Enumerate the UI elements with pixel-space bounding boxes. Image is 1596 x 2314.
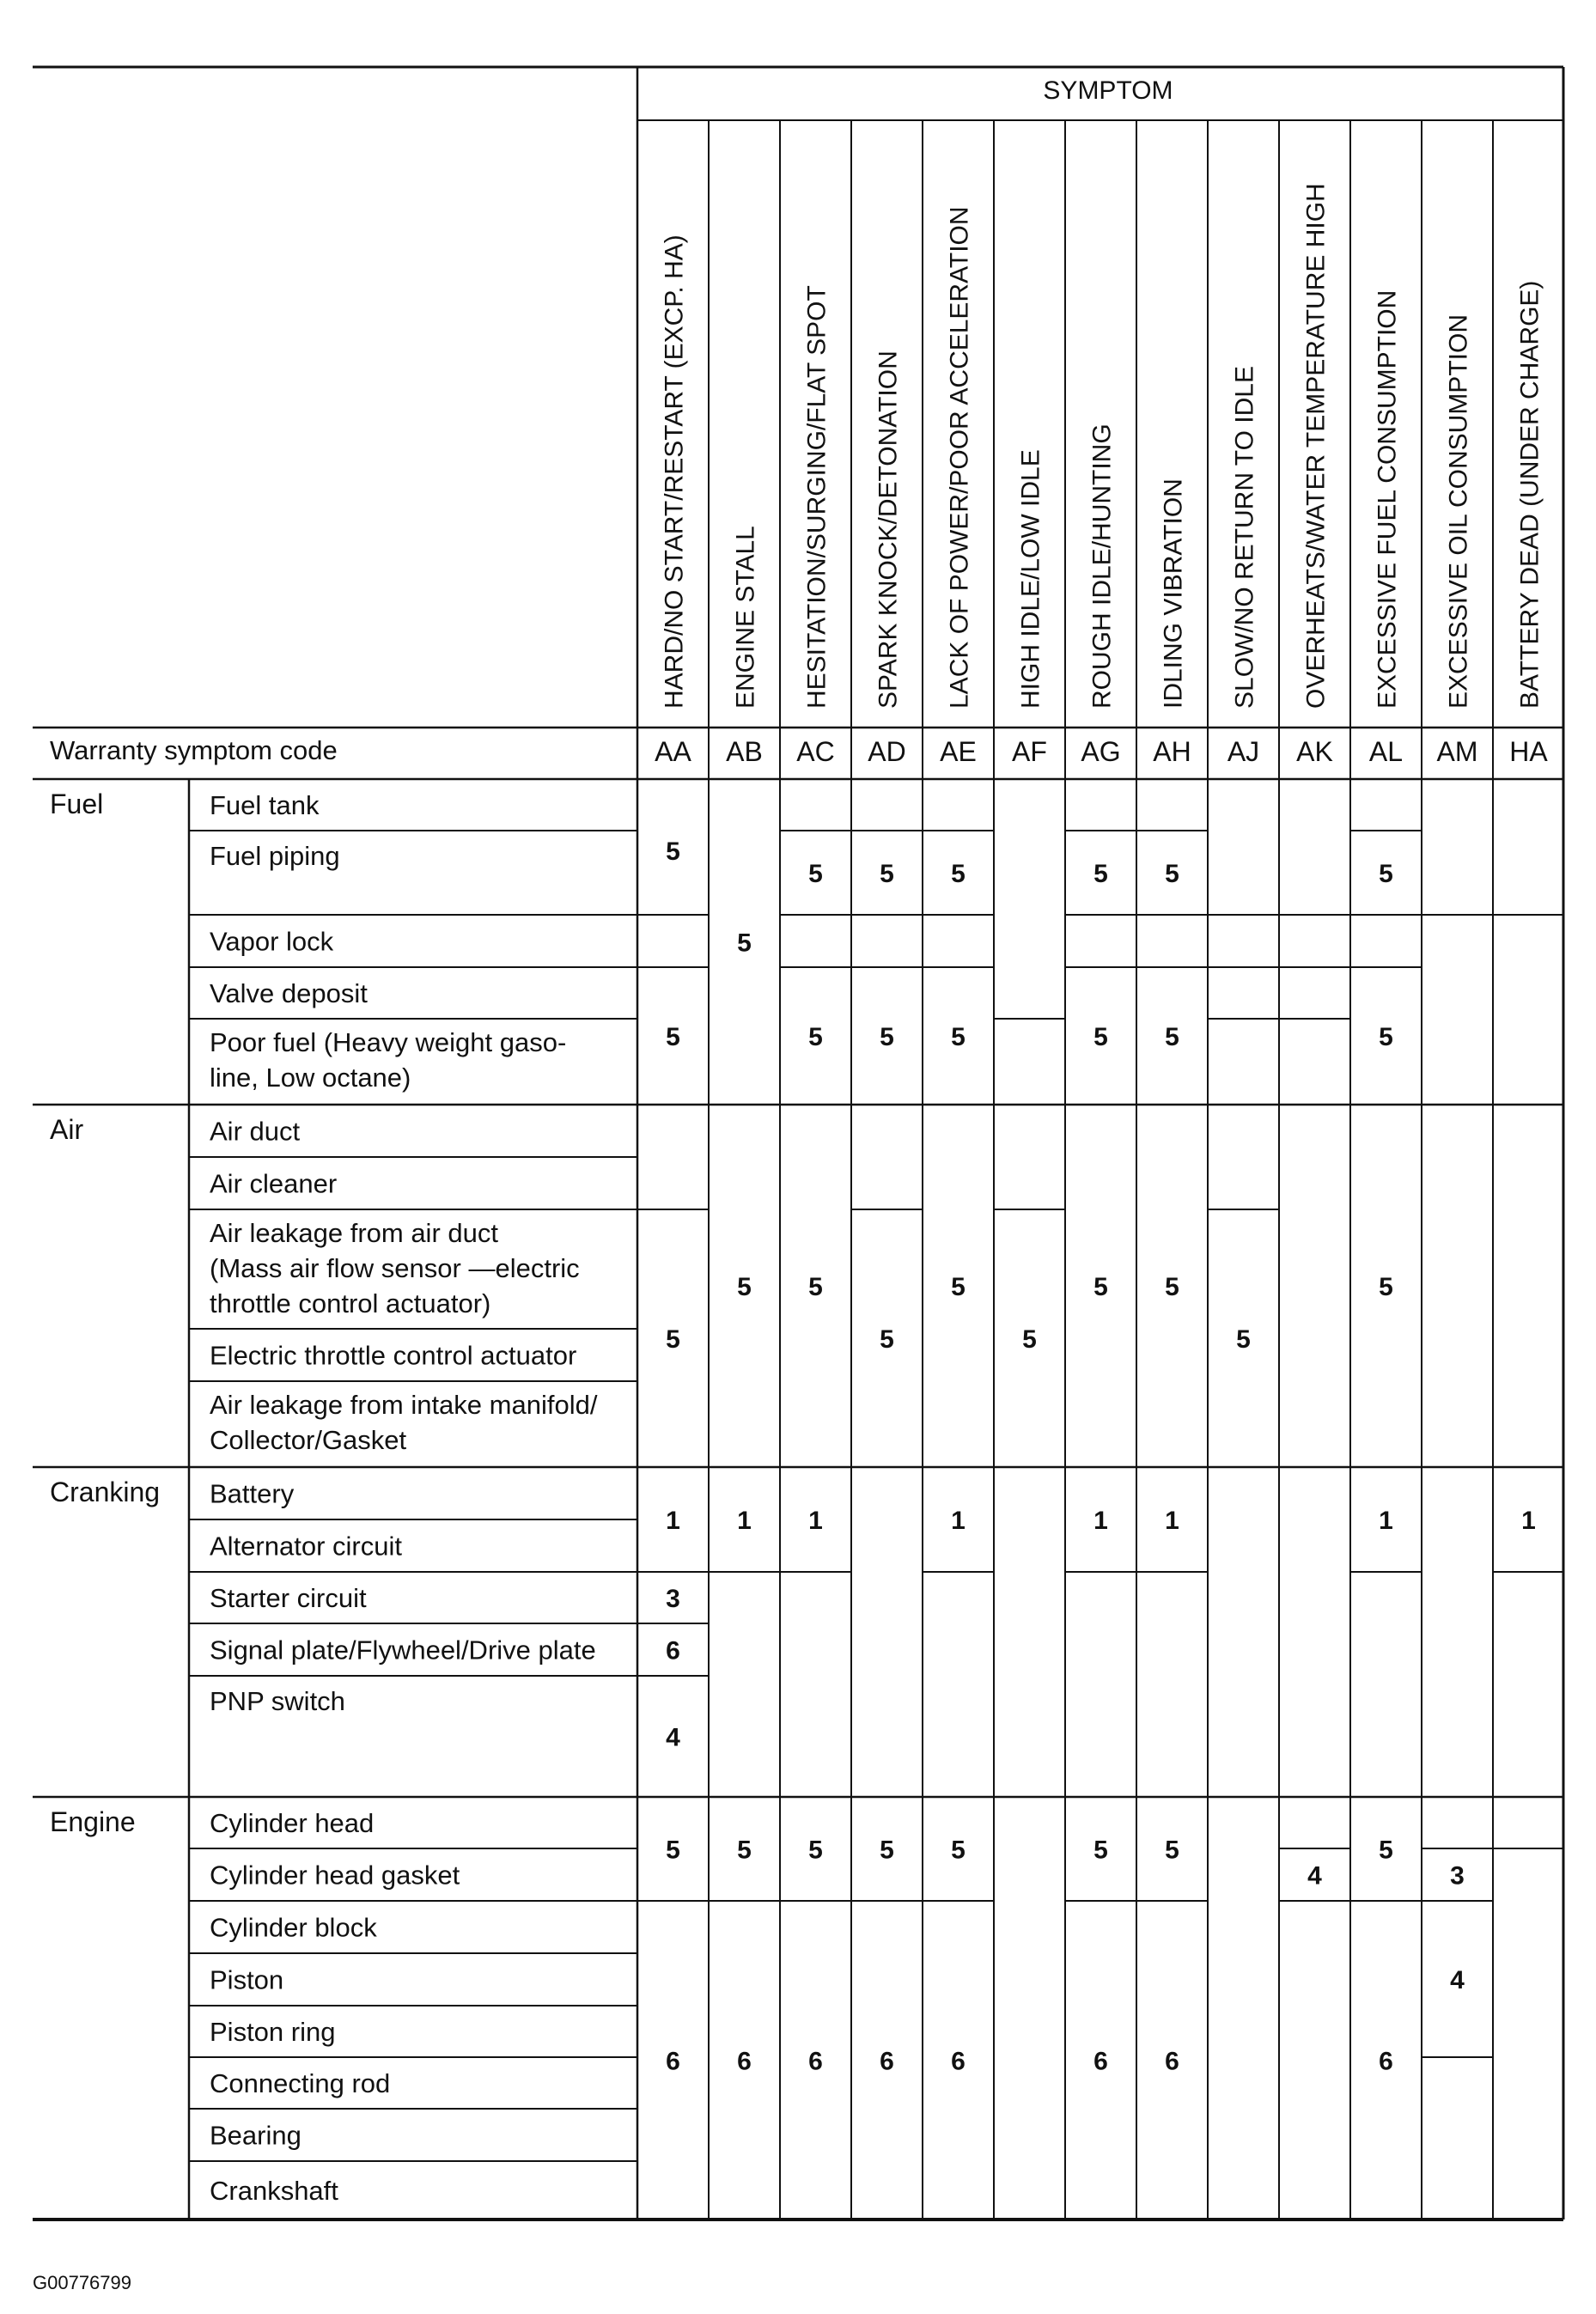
cell-value-ah: 6 [1165,2047,1179,2076]
warranty-code-ac: AC [796,736,835,767]
item-label: Starter circuit [210,1583,367,1613]
cell-value-ad: 5 [880,1325,894,1354]
cell-value-aa: 5 [666,1023,680,1051]
cell-value-al: 1 [1379,1507,1393,1535]
cell-value-ae: 5 [951,860,966,888]
cell-value-ac: 5 [808,1273,823,1301]
cell-value-ag: 5 [1093,1023,1108,1051]
symptom-header-af: HIGH IDLE/LOW IDLE [1016,449,1045,709]
item-label: Signal plate/Flywheel/Drive plate [210,1635,596,1665]
symptom-header-am: EXCESSIVE OIL CONSUMPTION [1444,314,1473,709]
item-label: Air duct [210,1116,301,1147]
category-engine: Engine [50,1806,136,1837]
cell-value-ah: 5 [1165,1836,1179,1865]
warranty-code-af: AF [1012,736,1047,767]
warranty-code-row-label: Warranty symptom code [50,735,338,765]
cell-value-aa: 1 [666,1507,680,1535]
cell-value-ag: 5 [1093,1836,1108,1865]
cell-value-al: 6 [1379,2047,1393,2076]
cell-value-am: 4 [1450,1966,1465,1994]
cell-value-ad: 5 [880,860,894,888]
item-label: Alternator circuit [210,1531,402,1562]
cell-value-aa: 6 [666,2047,680,2076]
cell-value-al: 5 [1379,1836,1393,1865]
cell-value-ae: 1 [951,1507,966,1535]
item-label: PNP switch [210,1686,345,1716]
item-label: Battery [210,1478,295,1509]
cell-value-ag: 5 [1093,1273,1108,1301]
item-label: Fuel tank [210,790,320,820]
figure-code: G00776799 [33,2272,131,2293]
warranty-codes-row [655,736,1548,767]
cell-value-ab: 5 [737,1836,752,1865]
symptom-header-ah: IDLING VIBRATION [1159,478,1188,709]
cell-value-ab: 5 [737,1273,752,1301]
symptom-header: SYMPTOM [1043,76,1173,105]
symptom-header-ag: ROUGH IDLE/HUNTING [1087,423,1117,709]
cell-value-ad: 5 [880,1023,894,1051]
item-label: Bearing [210,2120,302,2151]
item-label: Crankshaft [210,2176,338,2206]
item-label: Fuel piping [210,841,340,871]
warranty-code-ad: AD [868,736,906,767]
item-label: Cylinder head [210,1808,375,1838]
warranty-code-ha: HA [1509,736,1548,767]
item-label: Air leakage from intake manifold/ Collector/Gasket [210,1390,598,1455]
item-label: Piston ring [210,2017,336,2047]
cell-value-ac: 5 [808,860,823,888]
cell-value-aa: 4 [666,1723,680,1752]
cell-value-ag: 5 [1093,860,1108,888]
cell-value-ac: 6 [808,2047,823,2076]
category-labels [50,789,160,1837]
warranty-code-am: AM [1436,736,1478,767]
cell-value-ac: 5 [808,1023,823,1051]
cell-value-ab: 1 [737,1507,752,1535]
cell-value-ac: 1 [808,1507,823,1535]
cell-value-aa: 5 [666,1325,680,1354]
cell-value-af: 5 [1022,1325,1037,1354]
cell-value-al: 5 [1379,1023,1393,1051]
cell-value-aa: 6 [666,1636,680,1665]
symptom-header-ak: OVERHEATS/WATER TEMPERATURE HIGH [1301,183,1331,709]
cell-value-aa: 5 [666,837,680,866]
warranty-code-ag: AG [1081,736,1121,767]
warranty-code-ab: AB [726,736,763,767]
item-label: Electric throttle control actuator [210,1340,577,1371]
cell-value-am: 3 [1450,1861,1465,1891]
cell-value-aj: 5 [1236,1325,1251,1354]
category-cranking: Cranking [50,1477,161,1507]
cell-value-ab: 5 [737,929,752,958]
cell-value-al: 5 [1379,860,1393,888]
item-label: Vapor lock [210,926,334,957]
category-air: Air [50,1114,84,1145]
cell-value-ae: 5 [951,1023,966,1051]
cell-value-ad: 5 [880,1836,894,1865]
cell-value-ha: 1 [1521,1507,1536,1535]
cell-value-aa: 5 [666,1836,680,1865]
cell-value-ag: 1 [1093,1507,1108,1535]
item-label: Valve deposit [210,978,368,1008]
cell-value-ah: 5 [1165,1023,1179,1051]
item-label: Poor fuel (Heavy weight gaso-line, Low octane) [210,1027,567,1093]
warranty-code-aa: AA [655,736,691,767]
cell-value-ae: 5 [951,1836,966,1865]
warranty-code-ae: AE [940,736,977,767]
symptom-header-al: EXCESSIVE FUEL CONSUMPTION [1373,289,1402,709]
item-label: Air cleaner [210,1168,338,1199]
category-fuel: Fuel [50,789,104,819]
cell-value-ah: 5 [1165,860,1179,888]
warranty-code-aj: AJ [1227,736,1260,767]
cell-value-aa: 3 [666,1585,680,1613]
item-label: Piston [210,1964,284,1995]
matrix-values [666,837,1536,2076]
symptom-header-ad: SPARK KNOCK/DETONATION [874,350,903,709]
warranty-code-ak: AK [1296,736,1333,767]
symptom-header-ab: ENGINE STALL [731,526,760,709]
cell-value-ak: 4 [1307,1861,1322,1891]
symptom-header-ae: LACK OF POWER/POOR ACCELERATION [945,206,974,709]
cell-value-ac: 5 [808,1836,823,1865]
cell-value-ab: 6 [737,2047,752,2076]
item-label: Connecting rod [210,2068,391,2098]
cell-value-ah: 1 [1165,1507,1179,1535]
item-label: Cylinder block [210,1912,377,1943]
cell-value-ah: 5 [1165,1273,1179,1301]
cell-value-ae: 5 [951,1273,966,1301]
symptom-header-aa: HARD/NO START/RESTART (EXCP. HA) [660,234,689,709]
symptom-column-headers [661,183,1544,709]
item-labels [210,790,598,2206]
cell-value-al: 5 [1379,1273,1393,1301]
cell-value-ag: 6 [1093,2047,1108,2076]
warranty-code-al: AL [1368,736,1404,767]
cell-value-ae: 6 [951,2047,966,2076]
warranty-code-ah: AH [1153,736,1191,767]
symptom-header-ac: HESITATION/SURGING/FLAT SPOT [802,285,832,709]
item-label: Cylinder head gasket [210,1860,460,1891]
symptom-header-ha: BATTERY DEAD (UNDER CHARGE) [1515,280,1544,709]
symptom-header-aj: SLOW/NO RETURN TO IDLE [1230,366,1259,709]
cell-value-ad: 6 [880,2047,894,2076]
item-label: Air leakage from air duct (Mass air flow sensor —electric throttle control actuator) [210,1218,580,1318]
